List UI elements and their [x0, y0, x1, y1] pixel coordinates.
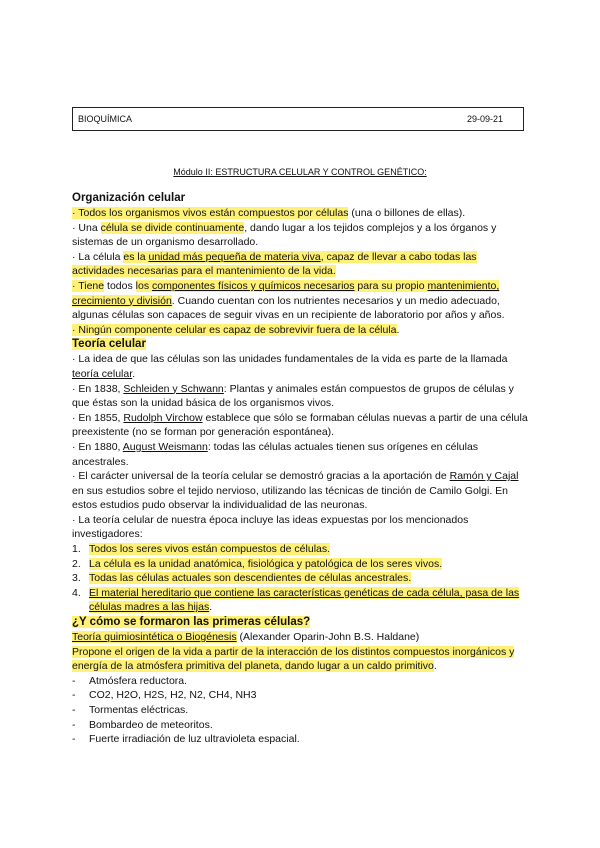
list-number: 4.	[72, 586, 81, 599]
highlight: El material hereditario que contiene las características genéticas de cada célula, pasa de las células madres a las hijas	[89, 586, 520, 614]
dash-marker: -	[72, 704, 76, 716]
dash-item	[72, 688, 530, 703]
text: · La idea de que las células son las unidades fundamentales de la vida es parte de la llamada	[72, 353, 508, 366]
text: , dando lugar a los tejidos complejos y a los órganos y sistemas de un organismo desarrollado.	[72, 221, 497, 249]
text: Fuerte irradiación de luz ultravioleta espacial.	[89, 733, 300, 746]
text: Bombardeo de meteoritos.	[89, 718, 213, 731]
paragraph	[72, 645, 530, 674]
text: · Una	[72, 221, 101, 234]
module-title: Módulo II: ESTRUCTURA CELULAR Y CONTROL GENÉTICO:	[173, 167, 427, 177]
paragraph	[72, 250, 530, 279]
highlight: · Tiene	[72, 279, 105, 292]
list-item	[72, 586, 530, 615]
paragraph	[72, 630, 530, 645]
dash-marker: -	[72, 733, 76, 746]
underlined-text: mantenimiento, crecimiento y división	[72, 279, 500, 307]
date-label: 29-09-21	[466, 114, 503, 124]
text: Tormentas eléctricas.	[89, 704, 189, 716]
highlight: La célula es la unidad anatómica, fisiológica y patológica de los seres vivos.	[89, 557, 443, 570]
text: . Cuando cuentan con los nutrientes necesarios y un medio adecuado, algunas células son capaces de seguir vivas en un recipiente de laboratorio por años y años.	[72, 294, 505, 322]
text: · La célula	[72, 250, 124, 263]
paragraph	[72, 323, 530, 338]
list-number: 2.	[72, 557, 81, 570]
paragraph	[72, 382, 530, 411]
text: · El carácter universal de la teoría celular se demostró gracias a la aportación de	[72, 470, 450, 483]
paragraph	[72, 411, 530, 440]
highlight: Teoría quimiosintética o Biogénesis	[72, 631, 237, 644]
paragraph	[72, 469, 530, 513]
text: .	[433, 660, 437, 673]
text: es la	[123, 250, 149, 263]
header-box	[72, 107, 524, 131]
document-body	[72, 191, 530, 747]
text: todos	[104, 279, 136, 292]
list-item	[72, 571, 530, 586]
dash-item	[72, 703, 530, 718]
paragraph	[72, 279, 530, 323]
highlight: Todos los seres vivos están compuestos de células.	[89, 543, 331, 556]
highlight: Todas las células actuales son descendientes de células ancestrales.	[89, 572, 412, 585]
text: (Alexander Oparin-John B.S. Haldane)	[236, 631, 420, 644]
list-item	[72, 557, 530, 572]
list-item	[72, 542, 530, 557]
list-number: 3.	[72, 572, 81, 585]
text: CO2, H2O, H2S, H2, N2, CH4, NH3	[89, 689, 257, 702]
text: · En 1855,	[72, 411, 124, 424]
section-heading-teoria	[72, 337, 530, 352]
text: los	[135, 279, 152, 292]
paragraph	[72, 440, 530, 469]
underlined-text: Rudolph Virchow	[123, 411, 203, 424]
text: · En 1838,	[72, 382, 124, 395]
dash-item	[72, 674, 530, 689]
section-heading-organizacion: Organización celular	[72, 192, 186, 204]
text: en sus estudios sobre el tejido nervioso, utilizando las técnicas de tinción de Camilo Golgi. En estos estudios pudo observar la individualidad de las neuronas.	[72, 484, 508, 512]
paragraph: · La teoría celular de nuestra época incluye las ideas expuestas por los mencionados investigadores:	[72, 513, 469, 541]
dash-marker: -	[72, 674, 76, 687]
highlight: Propone el origen de la vida a partir de la interacción de los distintos compuestos inorgánicos y energía de la atmósfera primitiva del planeta, dando lugar a un caldo primitivo	[72, 645, 515, 673]
highlight	[72, 251, 477, 278]
text: : todas las células actuales tienen sus orígenes en células ancestrales.	[72, 440, 479, 468]
text: .	[396, 323, 400, 336]
underlined-text: August Weismann	[122, 440, 208, 453]
underlined-text: componentes físicos y químicos necesarios	[151, 279, 355, 292]
paragraph	[72, 352, 530, 381]
text: (una o billones de ellas).	[348, 207, 466, 219]
dash-item	[72, 732, 530, 747]
underlined-text: teoría celular	[72, 367, 133, 380]
list-number: 1.	[72, 543, 81, 556]
dash-item	[72, 718, 530, 733]
underlined-text: unidad más pequeña de materia viva	[148, 250, 321, 263]
text: , capaz de llevar a cabo todas las actividades necesarias para el mantenimiento de la vida.	[72, 250, 477, 278]
text: .	[132, 367, 136, 380]
underlined-text: Schleiden y Schwann	[123, 382, 224, 395]
highlight: · Ningún componente celular es capaz de sobrevivir fuera de la célula	[72, 323, 397, 336]
subject-label: BIOQUÍMICA	[78, 114, 133, 124]
text: : Plantas y animales están compuestos de grupos de células y que éstas son la unidad básica de los organismos vivos.	[72, 382, 514, 410]
dash-marker: -	[72, 689, 76, 702]
text: .	[209, 601, 213, 614]
text: Atmósfera reductora.	[89, 674, 188, 687]
highlight: ¿Y cómo se formaron las primeras células?	[72, 616, 311, 629]
highlight: Teoría celular	[72, 338, 146, 351]
text: para su propio	[354, 279, 428, 292]
text: establece que sólo se formaban células nuevas a partir de una célula preexistente (no se forman por generación espontánea).	[72, 411, 528, 439]
section-heading-primeras-celulas	[72, 615, 530, 630]
paragraph	[72, 206, 530, 221]
underlined-text: Ramón y Cajal	[449, 470, 519, 483]
text: · En 1880,	[72, 440, 123, 453]
paragraph	[72, 221, 530, 250]
highlight: célula se divide continuamente	[100, 221, 245, 234]
highlight: · Todos los organismos vivos están compuestos por células	[72, 207, 349, 219]
dash-marker: -	[72, 718, 76, 731]
